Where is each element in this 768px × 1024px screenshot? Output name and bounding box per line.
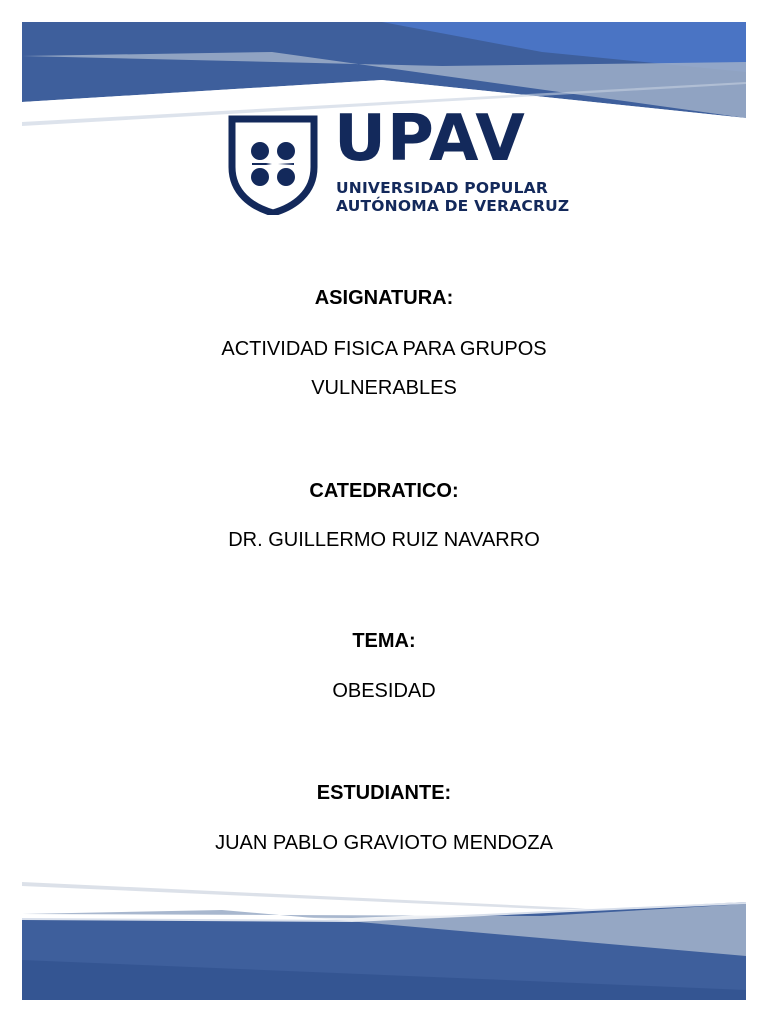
bottom-decorative-banner (22, 880, 746, 1000)
catedratico-label: CATEDRATICO: (309, 480, 459, 502)
tema-label: TEMA: (352, 630, 416, 652)
upav-shield-icon (228, 115, 318, 215)
asignatura-value-line2: VULNERABLES (311, 377, 457, 399)
estudiante-value: JUAN PABLO GRAVIOTO MENDOZA (215, 832, 553, 854)
catedratico-value: DR. GUILLERMO RUIZ NAVARRO (228, 529, 540, 551)
asignatura-value-line1: ACTIVIDAD FISICA PARA GRUPOS (221, 338, 547, 360)
asignatura-label: ASIGNATURA: (314, 287, 454, 309)
logo-subtitle-line2: AUTÓNOMA DE VERACRUZ (336, 197, 570, 215)
bottom-banner-graphic (22, 880, 746, 1000)
tema-value: OBESIDAD (332, 680, 436, 702)
estudiante-label: ESTUDIANTE: (316, 782, 452, 804)
logo-subtitle-line1: UNIVERSIDAD POPULAR (336, 179, 548, 197)
upav-logo (228, 102, 570, 217)
logo-wordmark: UPAV (334, 102, 526, 176)
